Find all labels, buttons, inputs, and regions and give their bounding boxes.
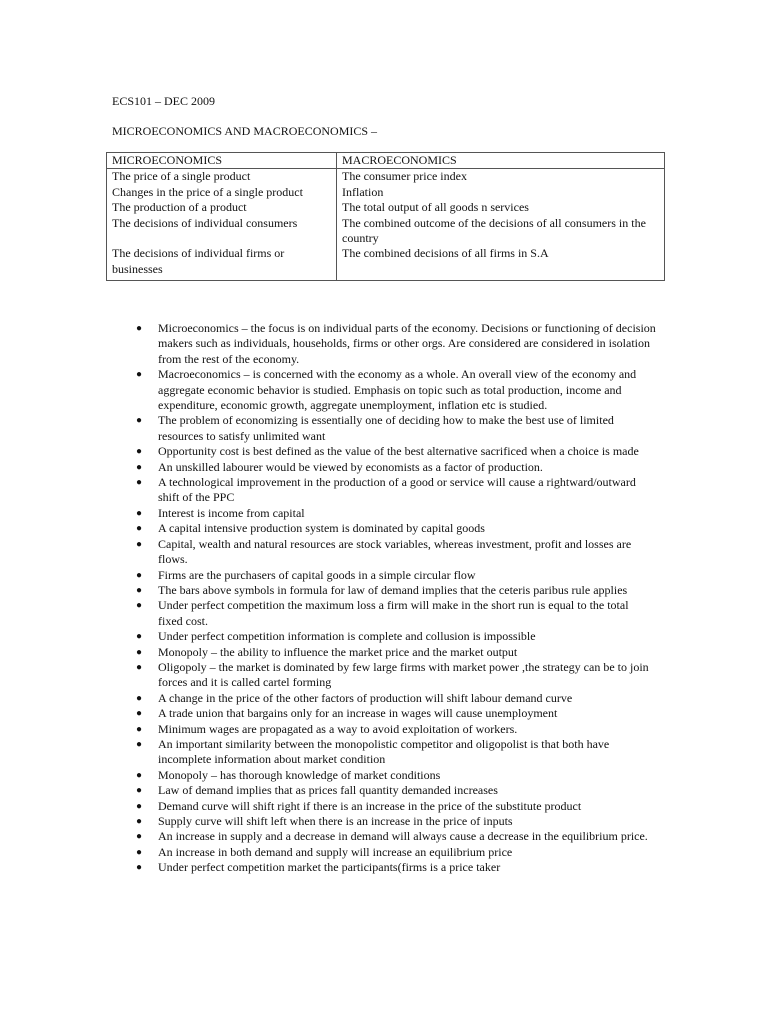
bullet-icon: ● [135,692,143,704]
table-cell-macro: The combined decisions of all firms in S.A [337,246,665,280]
table-cell-micro: Changes in the price of a single product [107,185,337,200]
list-item [135,659,656,691]
bullet-icon: ● [135,800,143,812]
table-row [107,200,665,215]
list-item [135,413,656,444]
bullet-icon: ● [135,769,143,781]
list-item-text: Monopoly – the ability to influence the market price and the market output [158,644,518,659]
table-cell-micro: The decisions of individual firms or businesses [107,246,337,280]
list-item-text: An increase in both demand and supply will increase an equilibrium price [158,844,513,859]
table-cell-macro: The total output of all goods n services [337,200,665,215]
list-item-text: Under perfect competition market the participants(firms is a price taker [158,860,501,875]
list-item [135,321,656,367]
bullet-icon: ● [135,600,143,612]
bullet-icon: ● [135,477,143,489]
list-item [135,367,656,413]
table-header-row [107,153,665,169]
list-item-text: An important similarity between the monopolistic competitor and oligopolist is that both have incomplete information about market condition [158,736,610,767]
table-row [107,246,665,280]
bullet-icon: ● [135,461,143,473]
list-item-text: An increase in supply and a decrease in demand will always cause a decrease in the equilibrium price. [158,829,648,844]
list-item [135,521,656,536]
table-cell-macro: The combined outcome of the decisions of all consumers in the country [337,216,665,247]
notes-bullet-list [135,321,656,876]
list-item-text: Microeconomics – the focus is on individual parts of the economy. Decisions or functioning of decision makers such as individuals, households, firms or other orgs. Are considered are considered in isolation from the rest of the economy. [158,321,656,366]
list-item [135,475,656,506]
list-item-text: Minimum wages are propagated as a way to avoid exploitation of workers. [158,721,518,736]
list-item-text: Macroeconomics – is concerned with the economy as a whole. An overall view of the economy and aggregate economic behavior is studied. Emphasis on topic such as total production, income and expenditure, economic growth, aggregate unemployment, inflation etc is studied. [158,367,637,413]
bullet-icon: ● [135,569,143,581]
bullet-icon: ● [135,415,143,427]
bullet-icon: ● [135,862,143,874]
table-cell-micro: The price of a single product [107,169,337,185]
document-subtitle: MICROECONOMICS AND MACROECONOMICS – [112,124,378,138]
bullet-icon: ● [135,584,143,596]
bullet-icon: ● [135,708,143,720]
bullet-icon: ● [135,646,143,658]
list-item-text: Under perfect competition the maximum loss a firm will make in the short run is equal to the total fixed cost. [158,598,629,628]
list-item [135,721,656,737]
list-item [135,598,656,629]
list-item [135,706,656,721]
list-item-text: A technological improvement in the production of a good or service will cause a rightward/outward shift of the PPC [158,475,636,505]
list-item [135,644,656,660]
bullet-icon: ● [135,446,143,458]
bullet-icon: ● [135,738,143,750]
list-item-text: A capital intensive production system is dominated by capital goods [158,521,485,536]
list-item-text: Demand curve will shift right if there is an increase in the price of the substitute product [158,798,582,813]
list-item-text: Oligopoly – the market is dominated by few large firms with market power ,the strategy can be to join forces and it is called cartel forming [158,659,649,690]
list-item-text: Interest is income from capital [158,505,305,520]
bullet-icon: ● [135,369,143,381]
list-item [135,814,656,829]
list-item [135,736,656,768]
list-item [135,690,656,706]
list-item-text: Supply curve will shift left when there is an increase in the price of inputs [158,814,513,828]
table-row [107,216,665,247]
list-item [135,829,656,844]
list-item [135,844,656,860]
bullet-icon: ● [135,631,143,643]
bullet-icon: ● [135,831,143,843]
table-header-macro: MACROECONOMICS [337,153,665,169]
list-item-text: Firms are the purchasers of capital goods in a simple circular flow [158,567,476,582]
table-cell-micro: The production of a product [107,200,337,215]
list-item [135,798,656,814]
bullet-icon: ● [135,846,143,858]
list-item [135,536,656,568]
list-item-text: A trade union that bargains only for an increase in wages will cause unemployment [158,706,558,721]
bullet-icon: ● [135,723,143,735]
list-item-text: Opportunity cost is best defined as the value of the best alternative sacrificed when a choice is made [158,444,639,459]
list-item [135,505,656,521]
list-item [135,567,656,583]
document-title: ECS101 – DEC 2009 [112,94,216,108]
list-item [135,444,656,459]
table-row [107,169,665,185]
table-cell-micro: The decisions of individual consumers [107,216,337,247]
list-item [135,459,656,475]
bullet-icon: ● [135,323,143,334]
list-item [135,582,656,598]
bullet-icon: ● [135,523,143,535]
list-item-text: Monopoly – has thorough knowledge of market conditions [158,767,441,782]
list-item-text: An unskilled labourer would be viewed by economists as a factor of production. [158,459,543,474]
table-cell-macro: Inflation [337,185,665,200]
bullet-icon: ● [135,661,143,673]
list-item-text: Capital, wealth and natural resources are stock variables, whereas investment, profit and losses are flows. [158,536,632,567]
table-cell-macro: The consumer price index [337,169,665,185]
list-item-text: The bars above symbols in formula for law of demand implies that the ceteris paribus rule applies [158,582,628,597]
list-item [135,629,656,644]
table-header-micro: MICROECONOMICS [107,153,337,169]
bullet-icon: ● [135,538,143,550]
bullet-icon: ● [135,816,143,827]
list-item-text: Law of demand implies that as prices fall quantity demanded increases [158,783,498,798]
bullet-icon: ● [135,507,143,519]
bullet-icon: ● [135,785,143,797]
list-item [135,783,656,798]
list-item-text: A change in the price of the other factors of production will shift labour demand curve [158,690,573,705]
list-item [135,860,656,875]
comparison-table [106,152,665,281]
list-item-text: The problem of economizing is essentially one of deciding how to make the best use of limited resources to satisfy unlimited want [158,413,614,443]
table-row [107,185,665,200]
list-item-text: Under perfect competition information is complete and collusion is impossible [158,629,536,644]
list-item [135,767,656,783]
